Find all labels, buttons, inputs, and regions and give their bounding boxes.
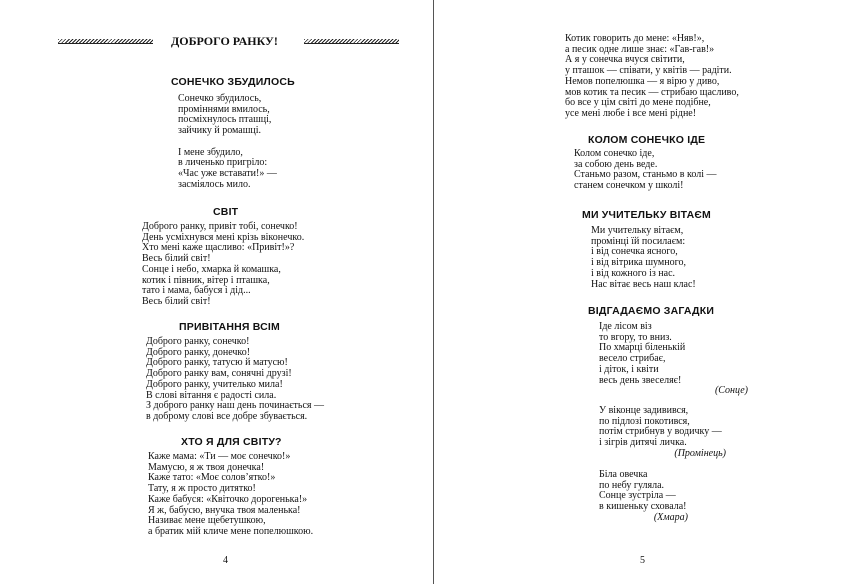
poem-line: «Час уже вставати!» — <box>178 167 277 179</box>
book-gutter <box>433 0 434 584</box>
poem-line: Весь білий світ! <box>142 295 211 307</box>
poem-line: за собою день веде. <box>574 158 658 170</box>
poem-line: і від кожного із нас. <box>591 267 676 279</box>
poem-line: Доброго ранку, сонечко! <box>146 336 250 347</box>
poem-line: промінці їй посилаєм: <box>591 235 686 247</box>
poem-line: Немов попелюшка — я вірю у диво, <box>565 75 720 87</box>
poem-line: усе мені любе і все мені рідне! <box>565 107 697 119</box>
poem-line: тато і мама, бабуся і дід... <box>142 285 251 297</box>
poem-line: Каже бабуся: «Квіточко дорогенька!» <box>148 493 308 505</box>
poem-line: в личенько пригріло: <box>178 157 268 169</box>
poem-line: Ми учительку вітаєм, <box>591 225 684 236</box>
poem-line: весь день звеселяє! <box>599 374 682 386</box>
poem-line: у пташок — співати, у квітів — радіти. <box>565 65 732 77</box>
poem-line: Сонце і небо, хмарка й комашка, <box>142 263 281 275</box>
page-number: 5 <box>640 555 645 566</box>
poem-line: станем сонечком у школі! <box>574 180 684 192</box>
poem-line: В слові вітання є радості сила. <box>146 389 277 401</box>
section-title: ВІДГАДАЄМО ЗАГАДКИ <box>588 305 715 317</box>
poem-line: Тату, я ж просто дитятко! <box>148 483 256 495</box>
poem-line: засміялось мило. <box>178 178 251 190</box>
poem-line: потім стрибнув у водичку — <box>599 426 722 438</box>
poem <box>565 34 739 120</box>
poem-line: Колом сонечко іде, <box>574 148 655 159</box>
poem-line: Доброго ранку вам, сонячні друзі! <box>146 368 292 380</box>
right-page <box>435 0 864 584</box>
poem <box>591 226 696 290</box>
poem <box>148 452 313 538</box>
poem-line: По хмарці біленькій <box>599 342 686 354</box>
poem <box>178 94 277 190</box>
poem-line: Іде лісом віз <box>599 321 652 332</box>
poem-line: то вгору, то вниз. <box>599 331 672 343</box>
riddle <box>599 470 688 524</box>
title-ornament-left <box>58 39 153 44</box>
poem-line: Станьмо разом, станьмо в колі — <box>574 169 717 181</box>
poem-line: в доброму слові все добре збувається. <box>146 410 308 422</box>
riddle-answer: (Промінець) <box>674 447 726 459</box>
poem-line: проміннями вмилось, <box>178 103 270 115</box>
title-ornament-right <box>304 39 399 44</box>
poem-line: бо все у цім світі до мене подібне, <box>565 97 711 109</box>
riddle <box>599 322 749 397</box>
poem-line: і зігрів дитячі личка. <box>599 437 687 449</box>
poem-line: Каже мама: «Ти — моє сонечко!» <box>148 451 291 462</box>
riddle <box>599 406 726 460</box>
poem <box>574 149 717 192</box>
section-title: СОНЕЧКО ЗБУДИЛОСЬ <box>171 76 295 88</box>
poem-line: А я у сонечка вчуся світити, <box>565 54 685 66</box>
section-title: КОЛОМ СОНЕЧКО ІДЕ <box>588 134 706 146</box>
poem-line: Доброго ранку, учителько мила! <box>146 378 283 390</box>
page-number: 4 <box>223 555 228 566</box>
riddle-answer: (Хмара) <box>653 511 688 523</box>
riddle-answer: (Сонце) <box>714 385 748 397</box>
poem-line: Називає мене щебетушкою, <box>148 515 266 527</box>
poem-line: в кишеньку сховала! <box>599 501 687 513</box>
poem-line: а песик одне лише знає: «Гав-гав!» <box>565 43 715 55</box>
poem-line: Нас вітає весь наш клас! <box>591 278 696 290</box>
poem-line: Сонечко збудилось, <box>178 93 262 104</box>
poem-line: Доброго ранку, привіт тобі, сонечко! <box>142 221 298 232</box>
section-title: ПРИВІТАННЯ ВСІМ <box>179 321 280 333</box>
poem-line: мов котик та песик — стрибаю щасливо, <box>565 86 739 98</box>
poem-line: Котик говорить до мене: «Няв!», <box>565 33 705 44</box>
poem-line: і від вітрика шумного, <box>591 257 686 269</box>
poem-line: І мене збудило, <box>178 146 243 158</box>
poem-line: посміхнулось пташці, <box>178 114 272 126</box>
poem-line: День усміхнувся мені крізь віконечко. <box>142 231 305 243</box>
section-title: МИ УЧИТЕЛЬКУ ВІТАЄМ <box>582 209 711 221</box>
section-title: ХТО Я ДЛЯ СВІТУ? <box>181 436 282 448</box>
poem <box>142 222 304 308</box>
poem-line: Весь білий світ! <box>142 253 211 265</box>
section-title: СВІТ <box>213 206 239 218</box>
poem-line: Каже тато: «Моє соловʼятко!» <box>148 472 276 484</box>
poem <box>146 337 324 423</box>
poem-line: і від сонечка ясного, <box>591 246 678 258</box>
poem-line: Хто мені каже щасливо: «Привіт!»? <box>142 242 295 254</box>
poem-line: Доброго ранку, донечко! <box>146 346 251 358</box>
poem-line: Мамусю, я ж твоя донечка! <box>148 461 265 473</box>
poem-line: котик і півник, вітер і пташка, <box>142 274 270 286</box>
poem-line: а братик мій кличе мене попелюшкою. <box>148 525 314 537</box>
poem-line: З доброго ранку наш день починається — <box>146 400 324 412</box>
poem-line: Я ж, бабусю, внучка твоя маленька! <box>148 504 301 516</box>
poem-line: зайчику й ромашці. <box>178 125 262 137</box>
poem-line: У віконце задивився, <box>599 405 689 416</box>
poem-line: Доброго ранку, татусю й матусю! <box>146 357 288 369</box>
poem-line: Біла овечка <box>599 469 648 480</box>
page-title: ДОБРОГО РАНКУ! <box>171 34 278 48</box>
poem-line: по підлозі покотився, <box>599 415 690 427</box>
poem-line: по небу гуляла. <box>599 479 665 491</box>
poem-line <box>178 137 277 148</box>
poem-line: Сонце зустріла — <box>599 490 676 502</box>
poem-line: і діток, і квіти <box>599 363 659 375</box>
poem-line: весело стрибає, <box>599 353 666 365</box>
